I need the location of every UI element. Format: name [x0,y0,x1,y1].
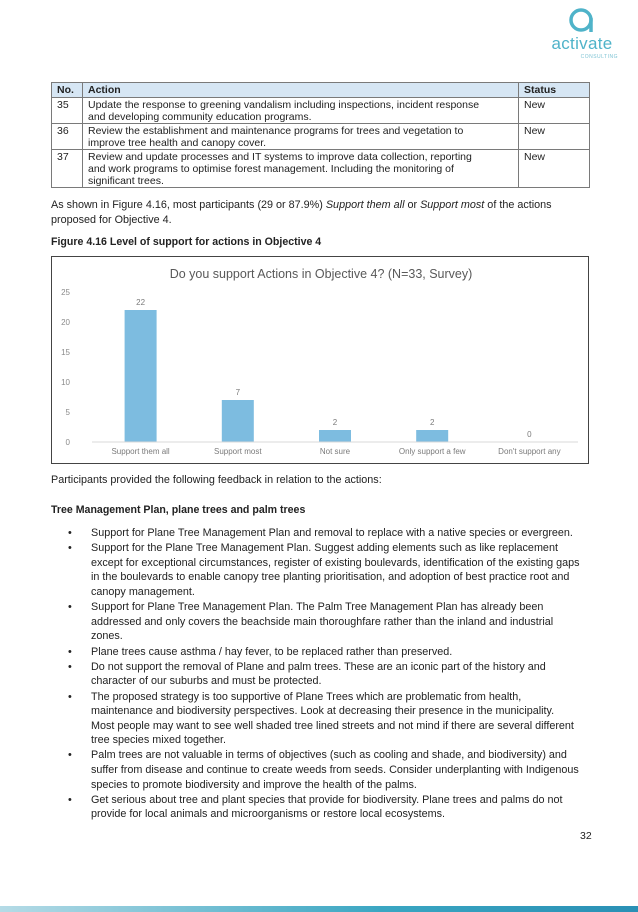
row-action-line: Update the response to greening vandalism including inspections, incident response [88,99,480,111]
chart-svg [52,257,590,465]
intro-emphasis-2: Support most [420,199,485,211]
bar [319,430,351,442]
bullet-icon: • [68,793,72,806]
list-item [51,660,599,689]
list-item-line: tree species mixed together. [91,734,227,747]
list-item-line: Do not support the removal of Plane and palm trees. These are an iconic part of the history and [91,660,546,673]
x-category-label: Support most [214,447,262,456]
list-item-line: addressed and only covers the beachside main thoroughfare rather than the inland and industrial [91,615,554,628]
row-status: New [519,124,590,150]
bar-value-label: 2 [429,418,435,427]
y-tick-label: 20 [61,318,70,327]
y-tick-label: 25 [61,288,70,297]
intro-line-1 [51,198,591,213]
row-action-line: improve tree health and canopy cover. [88,137,267,149]
intro-emphasis-1: Support them all [325,199,405,211]
list-item-line: Support for Plane Tree Management Plan. The Palm Tree Management Plan has already been [91,601,544,614]
list-item-line: species to promote biodiversity and improve the health of the palms. [91,778,417,791]
intro-text-b: or [404,199,421,211]
figure-caption: Figure 4.16 Level of support for actions in Objective 4 [51,236,322,248]
bar [222,400,254,442]
bullet-icon: • [68,660,72,673]
x-category-label: Not sure [319,447,351,456]
feedback-intro: Participants provided the following feedback in relation to the actions: [51,474,382,486]
table-header-row [52,83,590,98]
list-item-line: zones. [91,630,123,643]
logo-subtext: CONSULTING [580,54,618,60]
x-category-label: Support them all [111,447,170,456]
bar-value-label: 22 [136,298,146,307]
bullet-icon: • [68,601,72,614]
header-action: Action [83,83,519,98]
table-row [52,150,590,188]
logo-text: activate [551,34,613,53]
list-item-line: Support for the Plane Tree Management Plan. Suggest adding elements such as like replacement [91,542,558,555]
bar [125,310,157,442]
intro-line-2: proposed for Objective 4. [51,214,172,226]
row-action-line: and developing community education programs. [88,111,312,123]
bar-value-label: 7 [235,388,241,397]
bullet-icon: • [68,542,72,555]
x-category-label: Only support a few [398,447,466,456]
feedback-list [51,526,599,823]
list-item-line: Get serious about tree and plant species that provide for biodiversity. Plane trees and palms do not [91,793,563,806]
list-item [51,645,599,660]
row-action [83,150,519,188]
bullet-icon: • [68,690,72,703]
page-number: 32 [580,830,592,842]
list-item-line: except for exceptional circumstances, register of existing boulevards, identification of the existing gaps [91,556,580,569]
row-action [83,98,519,124]
list-item [51,541,599,599]
header-no: No. [52,83,83,98]
bullet-icon: • [68,527,72,539]
list-item [51,600,599,644]
row-action-line: Review and update processes and IT systems to improve data collection, reporting [88,151,472,163]
footer-gradient-bar [0,906,638,912]
row-action-line: and work programs to optimise forest management. Including the monitoring of [88,163,454,175]
bullet-icon: • [68,749,72,762]
row-number: 36 [52,124,83,150]
list-item [51,526,599,541]
list-item-line: maintenance and biodiversity perspectives. Look at decreasing their presence in the municipality. [91,705,555,718]
list-item-line: Plane trees cause asthma / hay fever, to be replaced rather than preserved. [91,645,453,658]
row-number: 35 [52,98,83,124]
list-item-line: canopy management. [91,585,195,598]
list-item [51,690,599,748]
x-category-label: Don't support any [498,447,561,456]
row-status: New [519,98,590,124]
list-item-line: The proposed strategy is too supportive of Plane Trees which are problematic from health, [91,690,522,703]
list-item-line: Most people may want to see well shaded tree lined streets and not mind if there are several different [91,719,574,732]
y-tick-label: 15 [61,348,70,357]
y-tick-label: 0 [65,438,70,447]
activate-logo [540,6,624,62]
chart-y-axis [61,288,70,447]
list-item-line: character of our suburbs and must be protected. [91,675,322,688]
bar-value-label: 0 [527,430,532,439]
list-item-line: suffer from disease and continue to create weeds from seeds. Consider underplanting with Indigenous [91,764,579,777]
y-tick-label: 5 [65,408,70,417]
row-status: New [519,150,590,188]
intro-paragraph [51,198,591,228]
table-row [52,98,590,124]
list-item-line: provide for local animals and microorganisms or restore local ecosystems. [91,808,446,821]
y-tick-label: 10 [61,378,70,387]
intro-text-a: As shown in Figure 4.16, most participants (29 or 87.9%) [51,199,326,211]
bar [416,430,448,442]
header-status: Status [519,83,590,98]
row-action [83,124,519,150]
bar-value-label: 2 [332,418,338,427]
section-heading: Tree Management Plan, plane trees and palm trees [51,504,306,516]
list-item [51,793,599,822]
intro-text-c: of the actions [484,199,552,211]
table-body [52,98,590,188]
list-item-line: in the boulevards to enable canopy tree planting prioritisation, and adoption of best practice root and [91,571,570,584]
list-item-line: Support for Plane Tree Management Plan and removal to replace with a native species or evergreen. [91,527,573,539]
list-item-line: Palm trees are not valuable in terms of objectives (such as cooling and shade, and biodiversity) and [91,749,567,762]
chart-title: Do you support Actions in Objective 4? (N=33, Survey) [169,267,473,281]
chart-bars [111,298,560,456]
actions-table [51,82,590,188]
bullet-icon: • [68,645,72,658]
row-number: 37 [52,150,83,188]
row-action-line: significant trees. [88,175,164,187]
row-action-line: Review the establishment and maintenance programs for trees and vegetation to [88,125,464,137]
table-row [52,124,590,150]
support-chart [51,256,589,464]
list-item [51,748,599,792]
